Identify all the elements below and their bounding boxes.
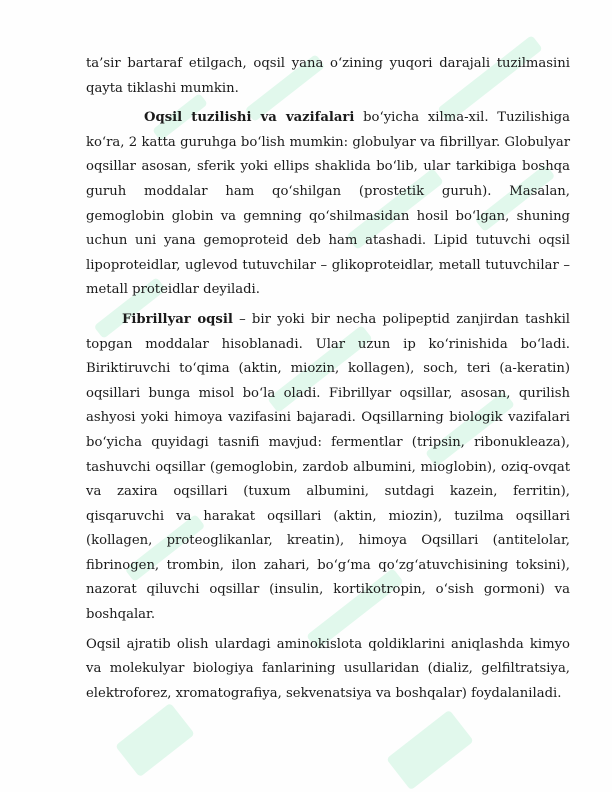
paragraph-3-heading: Fibrillyar oqsil: [122, 311, 233, 327]
watermark-shape: [115, 703, 195, 778]
paragraph-4: Oqsil ajratib olish ulardagi aminokislota qoldiklarini aniqlashda kimyo va molekulyar biologiya fanlarining usullaridan (dializ, gelfiltratsiya, elektroforez, xromatografiya, sekvenatsiya va boshqalar) foydalaniladi.: [86, 636, 570, 701]
paragraph-2-text: bo‘yicha xilma-xil. Tuzilishiga ko‘ra, 2 katta guruhga bo‘lish mumkin: globulyar va fibrillyar. Globulyar oqsillar asosan, sferik yoki ellips shaklida bo‘lib, ular tarkibiga boshqa guruh moddalar ham qo‘shilgan (prostetik guruh). Masalan, gemoglobin globin va gemning qo‘shilmasidan hosil bo‘lgan, shuning uchun uni yana gemoproteid deb ham atashadi. Lipid tutuvchi oqsil lipoproteidlar, uglevod tutuvchilar – glikoproteidlar, metall tutuvchilar – metall proteidlar deyiladi.: [86, 110, 570, 298]
document-page: [86, 52, 570, 711]
paragraph-1: ta’sir bartaraf etilgach, oqsil yana o‘zining yuqori darajali tuzilmasini qayta tiklashi mumkin.: [86, 56, 570, 96]
paragraph-2: [86, 106, 570, 303]
paragraph-3: [86, 308, 570, 628]
paragraph-2-heading: Oqsil tuzilishi va vazifalari: [144, 110, 355, 126]
watermark-shape: [386, 710, 474, 791]
paragraph-3-text: – bir yoki bir necha polipeptid zanjirdan tashkil topgan moddalar hisoblanadi. Ular uzun ip ko‘rinishida bo‘ladi. Biriktiruvchi to‘qima (aktin, miozin, kollagen), soch, teri (a-keratin) oqsillari bunga misol bo‘la oladi. Fibrillyar oqsillar, asosan, qurilish ashyosi yoki himoya vazifasini bajaradi. Oqsillarning biologik vazifalari bo‘yicha quyidagi tasnifi mavjud: fermentlar (tripsin, ribonukleaza), tashuvchi oqsillar (gemoglobin, zardob albumini, mioglobin), oziq-ovqat va zaxira oqsillari (tuxum albumini, sutdagi kazein, ferritin), qisqaruvchi va harakat oqsillari (aktin, miozin), tuzilma oqsillari (kollagen, proteoglikanlar, kreatin), himoya Oqsillari (antitelolar, fibrinogen, trombin, ilon zahari, bo‘g‘ma qo‘zg‘atuvchisining toksini), nazorat qiluvchi oqsillar (insulin, kortikotropin, o‘sish gormoni) va boshqalar.: [86, 311, 571, 623]
